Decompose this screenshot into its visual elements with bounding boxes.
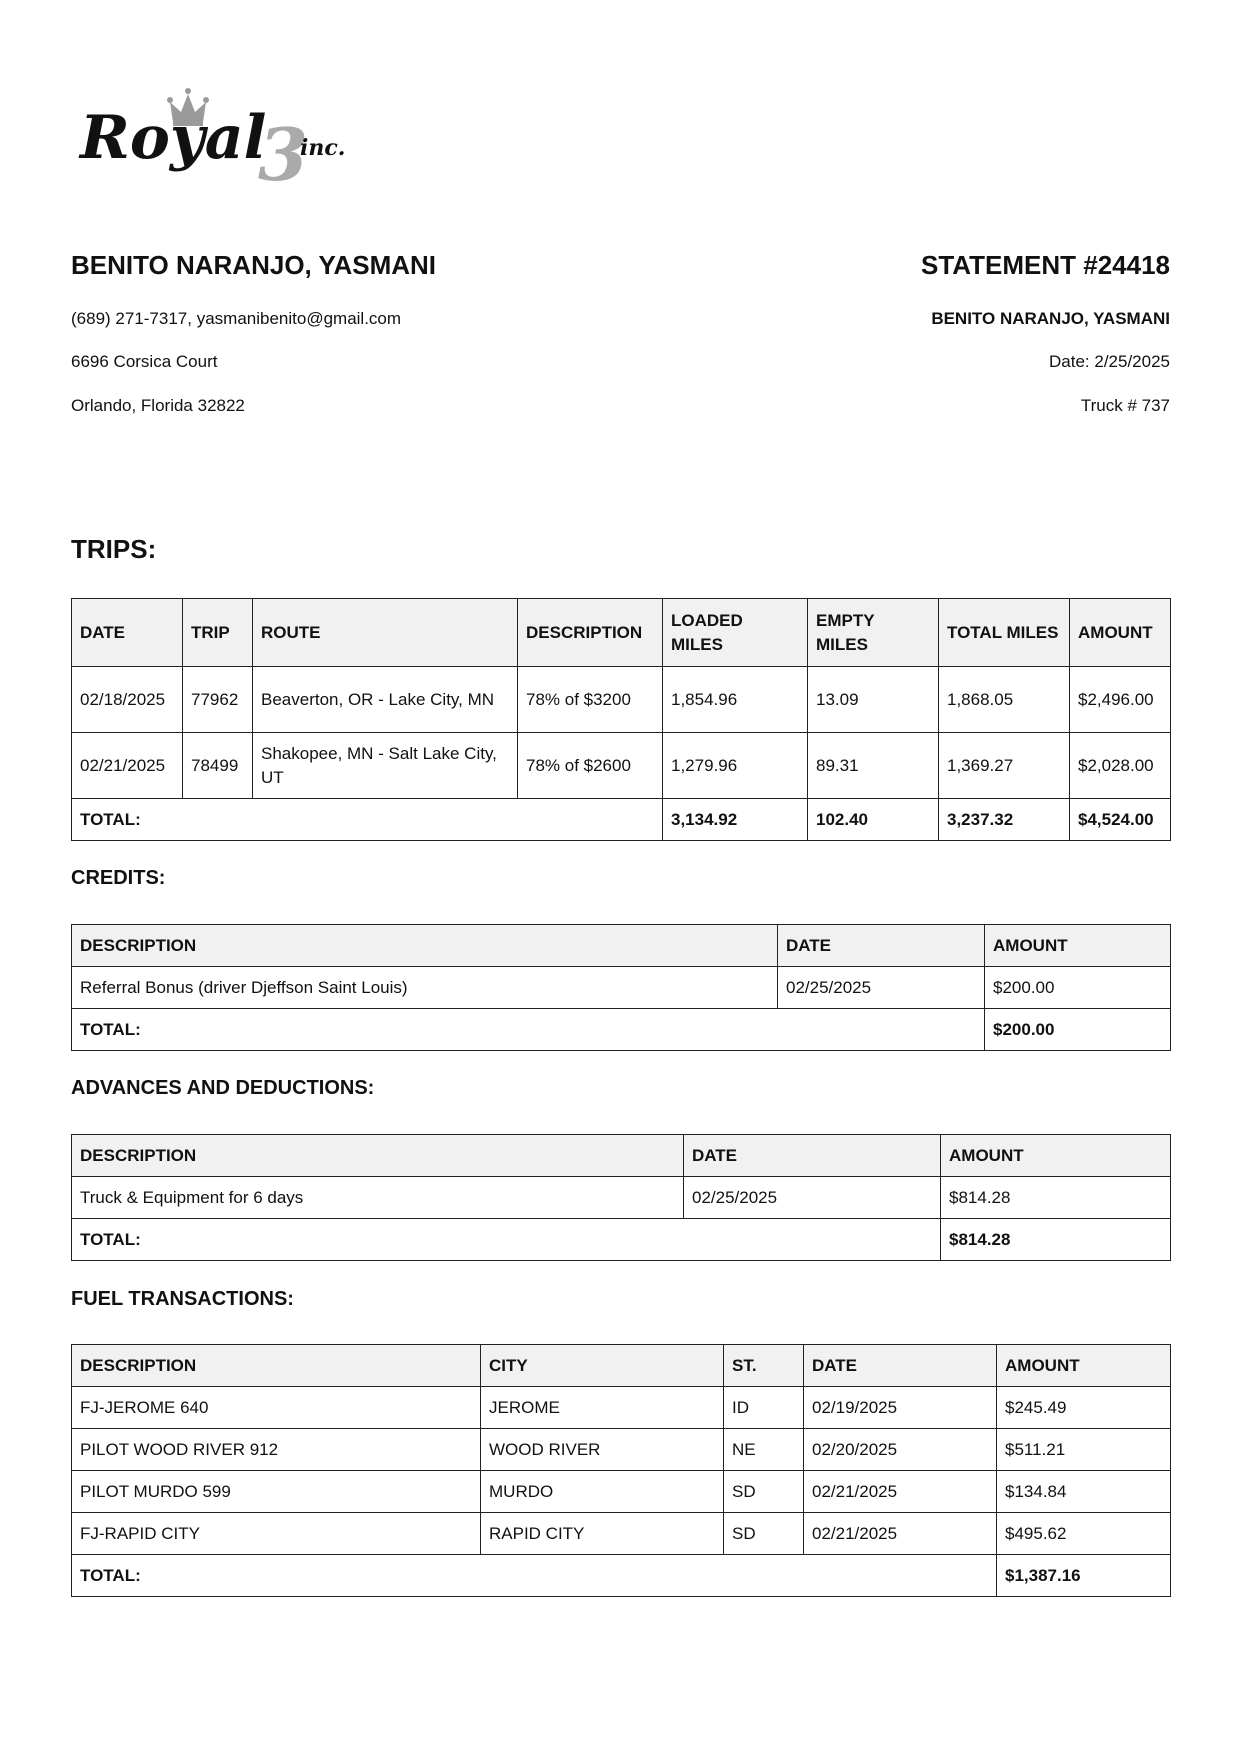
cell-empty-miles: 89.31 [808, 733, 939, 799]
trips-header-row [72, 599, 1171, 667]
cell-date: 02/25/2025 [778, 967, 985, 1009]
driver-address-line2: Orlando, Florida 32822 [71, 396, 245, 415]
cell-amount: $134.84 [997, 1471, 1171, 1513]
logo-numeral-text: 3 [258, 112, 309, 190]
statement-driver-name: BENITO NARANJO, YASMANI [931, 309, 1170, 328]
trips-table [71, 598, 1171, 841]
cell-description: Referral Bonus (driver Djeffson Saint Louis) [72, 967, 778, 1009]
cell-date: 02/19/2025 [804, 1387, 997, 1429]
table-row [72, 1177, 1171, 1219]
cell-amount: $511.21 [997, 1429, 1171, 1471]
column-header: DATE [804, 1345, 997, 1387]
cell-total-miles: 1,868.05 [939, 667, 1070, 733]
deductions-table [71, 1134, 1171, 1261]
trips-total-row [72, 799, 1171, 841]
total-label: TOTAL: [72, 1555, 481, 1597]
driver-name-heading: BENITO NARANJO, YASMANI [71, 250, 437, 280]
total-total-miles: 3,237.32 [939, 799, 1070, 841]
column-header: AMOUNT [1070, 599, 1171, 667]
cell-amount: $200.00 [985, 967, 1171, 1009]
deductions-header-row [72, 1135, 1171, 1177]
cell-date: 02/18/2025 [72, 667, 183, 733]
table-row [72, 733, 1171, 799]
column-header: TRIP [183, 599, 253, 667]
column-header: DATE [72, 599, 183, 667]
column-header: TOTAL MILES [939, 599, 1070, 667]
credits-section-title: CREDITS: [71, 867, 166, 889]
cell-amount: $2,496.00 [1070, 667, 1171, 733]
cell-city: JEROME [481, 1387, 724, 1429]
cell-date: 02/20/2025 [804, 1429, 997, 1471]
table-row [72, 1471, 1171, 1513]
column-header: DATE [684, 1135, 941, 1177]
total-amount: $4,524.00 [1070, 799, 1171, 841]
statement-number-heading: STATEMENT #24418 [920, 250, 1170, 280]
cell-date: 02/25/2025 [684, 1177, 941, 1219]
table-row [72, 1429, 1171, 1471]
cell-state: NE [724, 1429, 804, 1471]
cell-trip: 77962 [183, 667, 253, 733]
cell-amount: $245.49 [997, 1387, 1171, 1429]
column-header: CITY [481, 1345, 724, 1387]
cell-description: PILOT WOOD RIVER 912 [72, 1429, 481, 1471]
table-row [72, 967, 1171, 1009]
cell-empty-miles: 13.09 [808, 667, 939, 733]
cell-description: PILOT MURDO 599 [72, 1471, 481, 1513]
fuel-total-row [72, 1555, 1171, 1597]
column-header: AMOUNT [941, 1135, 1171, 1177]
logo-suffix-text: inc. [300, 135, 346, 161]
statement-truck: Truck # 737 [1080, 396, 1170, 415]
cell-city: MURDO [481, 1471, 724, 1513]
deductions-total-row [72, 1219, 1171, 1261]
company-logo [78, 80, 388, 190]
deductions-section-title: ADVANCES AND DEDUCTIONS: [71, 1077, 375, 1099]
total-amount: $200.00 [985, 1009, 1171, 1051]
statement-date: Date: 2/25/2025 [1049, 352, 1170, 371]
cell-description: FJ-JEROME 640 [72, 1387, 481, 1429]
column-header: AMOUNT [985, 925, 1171, 967]
cell-amount: $814.28 [941, 1177, 1171, 1219]
cell-description: 78% of $3200 [518, 667, 663, 733]
credits-header-row [72, 925, 1171, 967]
column-header: LOADED MILES [663, 599, 808, 667]
cell-city: WOOD RIVER [481, 1429, 724, 1471]
driver-contact: (689) 271-7317, yasmanibenito@gmail.com [71, 309, 402, 328]
cell-state: SD [724, 1471, 804, 1513]
table-row [72, 1387, 1171, 1429]
credits-total-row [72, 1009, 1171, 1051]
column-header: DESCRIPTION [518, 599, 663, 667]
column-header: DATE [778, 925, 985, 967]
cell-date: 02/21/2025 [72, 733, 183, 799]
column-header: AMOUNT [997, 1345, 1171, 1387]
cell-date: 02/21/2025 [804, 1471, 997, 1513]
cell-loaded-miles: 1,279.96 [663, 733, 808, 799]
total-label: TOTAL: [72, 1009, 778, 1051]
cell-description: FJ-RAPID CITY [72, 1513, 481, 1555]
cell-amount: $2,028.00 [1070, 733, 1171, 799]
cell-trip: 78499 [183, 733, 253, 799]
column-header: ST. [724, 1345, 804, 1387]
total-amount: $814.28 [941, 1219, 1171, 1261]
trips-section-title: TRIPS: [71, 534, 157, 564]
total-label: TOTAL: [72, 1219, 684, 1261]
column-header: ROUTE [253, 599, 518, 667]
table-row [72, 1513, 1171, 1555]
cell-amount: $495.62 [997, 1513, 1171, 1555]
table-row [72, 667, 1171, 733]
column-header: DESCRIPTION [72, 1345, 481, 1387]
cell-description: 78% of $2600 [518, 733, 663, 799]
total-amount: $1,387.16 [997, 1555, 1171, 1597]
credits-table [71, 924, 1171, 1051]
driver-address-line1: 6696 Corsica Court [71, 352, 218, 371]
column-header: DESCRIPTION [72, 925, 778, 967]
total-loaded-miles: 3,134.92 [663, 799, 808, 841]
fuel-header-row [72, 1345, 1171, 1387]
cell-state: ID [724, 1387, 804, 1429]
cell-state: SD [724, 1513, 804, 1555]
cell-city: RAPID CITY [481, 1513, 724, 1555]
cell-route: Beaverton, OR - Lake City, MN [253, 667, 518, 733]
fuel-table [71, 1344, 1171, 1597]
cell-total-miles: 1,369.27 [939, 733, 1070, 799]
cell-loaded-miles: 1,854.96 [663, 667, 808, 733]
cell-route: Shakopee, MN - Salt Lake City, UT [253, 733, 518, 799]
column-header: DESCRIPTION [72, 1135, 684, 1177]
cell-date: 02/21/2025 [804, 1513, 997, 1555]
total-empty-miles: 102.40 [808, 799, 939, 841]
column-header: EMPTY MILES [808, 599, 939, 667]
total-label: TOTAL: [72, 799, 183, 841]
cell-description: Truck & Equipment for 6 days [72, 1177, 684, 1219]
logo-brand-text: Royal [80, 103, 267, 173]
fuel-section-title: FUEL TRANSACTIONS: [71, 1288, 294, 1310]
